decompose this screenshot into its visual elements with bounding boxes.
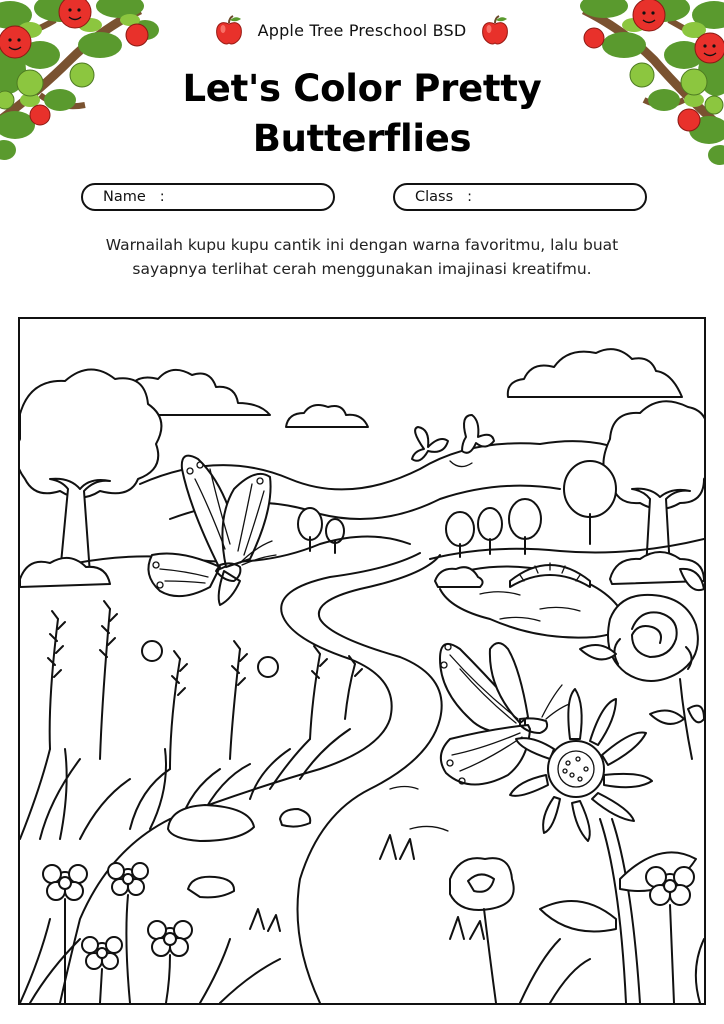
small-flower [258,657,278,677]
name-label: Name [103,189,146,205]
school-header [0,14,724,46]
name-separator: : [159,189,165,205]
small-flower [142,641,162,661]
page-title [0,64,724,164]
cloud [286,405,368,427]
title-line-1: Let's Color Pretty [182,67,542,110]
coloring-scene [20,319,704,1003]
coloring-picture-frame[interactable] [18,317,706,1005]
cloud [508,349,682,397]
bush [435,567,483,587]
apple-icon [214,14,244,46]
sunflower [510,689,696,1003]
instructions-line-1: Warnailah kupu kupu cantik ini dengan warna favoritmu, lalu buat [105,236,619,254]
class-label: Class [415,189,454,205]
rock [168,805,254,841]
school-name: Apple Tree Preschool BSD [257,20,467,40]
class-separator: : [467,189,473,205]
bush [20,558,110,587]
winding-path [60,553,420,1003]
rock [188,877,234,898]
instructions-line-2: sayapnya terlihat cerah menggunakan imajinasi kreatifmu. [132,260,592,278]
butterfly-left [148,456,276,605]
small-butterfly [412,415,494,467]
lavender-stems [48,601,362,769]
rock [280,809,310,827]
name-field[interactable] [81,183,335,211]
instructions [40,233,684,281]
apple-icon [480,14,510,46]
title-line-2: Butterflies [252,117,472,160]
small-trees [298,461,616,557]
class-field[interactable] [393,183,647,211]
tree-left-canopy [20,369,161,497]
